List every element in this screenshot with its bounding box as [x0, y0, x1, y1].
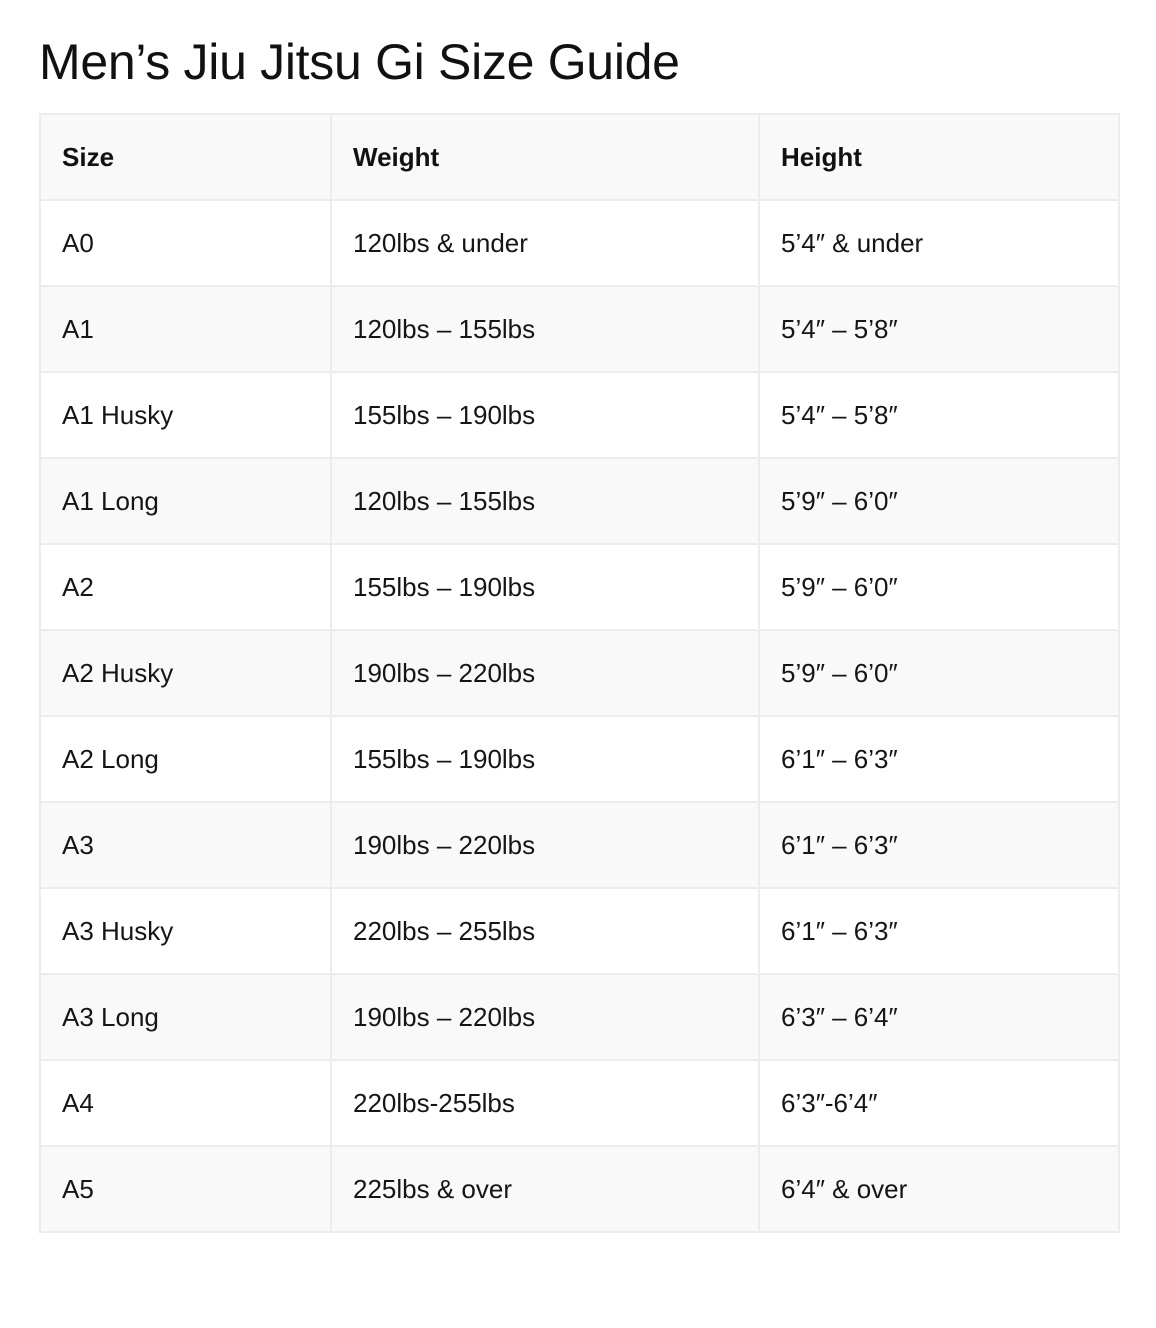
height-cell: 5’9″ – 6’0″: [759, 544, 1119, 630]
weight-cell: 120lbs & under: [331, 200, 759, 286]
height-cell: 5’4″ & under: [759, 200, 1119, 286]
table-row: [40, 458, 1119, 544]
page-title: Men’s Jiu Jitsu Gi Size Guide: [39, 34, 680, 90]
table-row: [40, 544, 1119, 630]
weight-cell: 220lbs-255lbs: [331, 1060, 759, 1146]
height-cell: 5’4″ – 5’8″: [759, 286, 1119, 372]
size-cell: A0: [40, 200, 331, 286]
size-cell: A1 Long: [40, 458, 331, 544]
weight-cell: 190lbs – 220lbs: [331, 630, 759, 716]
table-row: [40, 630, 1119, 716]
weight-cell: 190lbs – 220lbs: [331, 802, 759, 888]
table-row: [40, 716, 1119, 802]
table-row: [40, 200, 1119, 286]
size-cell: A2 Husky: [40, 630, 331, 716]
height-cell: 6’1″ – 6’3″: [759, 802, 1119, 888]
height-cell: 6’3″ – 6’4″: [759, 974, 1119, 1060]
size-guide-table: [39, 113, 1120, 1233]
weight-cell: 120lbs – 155lbs: [331, 286, 759, 372]
table-row: [40, 974, 1119, 1060]
size-cell: A1: [40, 286, 331, 372]
weight-cell: 225lbs & over: [331, 1146, 759, 1232]
size-cell: A2: [40, 544, 331, 630]
height-cell: 6’1″ – 6’3″: [759, 716, 1119, 802]
table-row: [40, 802, 1119, 888]
height-cell: 6’4″ & over: [759, 1146, 1119, 1232]
table-header: [40, 114, 1119, 200]
header-weight: Weight: [331, 114, 759, 200]
weight-cell: 155lbs – 190lbs: [331, 544, 759, 630]
size-cell: A3 Husky: [40, 888, 331, 974]
header-row: [40, 114, 1119, 200]
weight-cell: 190lbs – 220lbs: [331, 974, 759, 1060]
size-cell: A3: [40, 802, 331, 888]
table-row: [40, 286, 1119, 372]
weight-cell: 120lbs – 155lbs: [331, 458, 759, 544]
table-row: [40, 888, 1119, 974]
size-cell: A4: [40, 1060, 331, 1146]
weight-cell: 155lbs – 190lbs: [331, 372, 759, 458]
height-cell: 5’9″ – 6’0″: [759, 630, 1119, 716]
table-body: [40, 200, 1119, 1232]
height-cell: 5’4″ – 5’8″: [759, 372, 1119, 458]
size-cell: A5: [40, 1146, 331, 1232]
table-row: [40, 1060, 1119, 1146]
height-cell: 5’9″ – 6’0″: [759, 458, 1119, 544]
header-height: Height: [759, 114, 1119, 200]
size-cell: A2 Long: [40, 716, 331, 802]
weight-cell: 155lbs – 190lbs: [331, 716, 759, 802]
size-cell: A3 Long: [40, 974, 331, 1060]
table-row: [40, 1146, 1119, 1232]
weight-cell: 220lbs – 255lbs: [331, 888, 759, 974]
header-size: Size: [40, 114, 331, 200]
size-cell: A1 Husky: [40, 372, 331, 458]
table-row: [40, 372, 1119, 458]
height-cell: 6’3″-6’4″: [759, 1060, 1119, 1146]
height-cell: 6’1″ – 6’3″: [759, 888, 1119, 974]
